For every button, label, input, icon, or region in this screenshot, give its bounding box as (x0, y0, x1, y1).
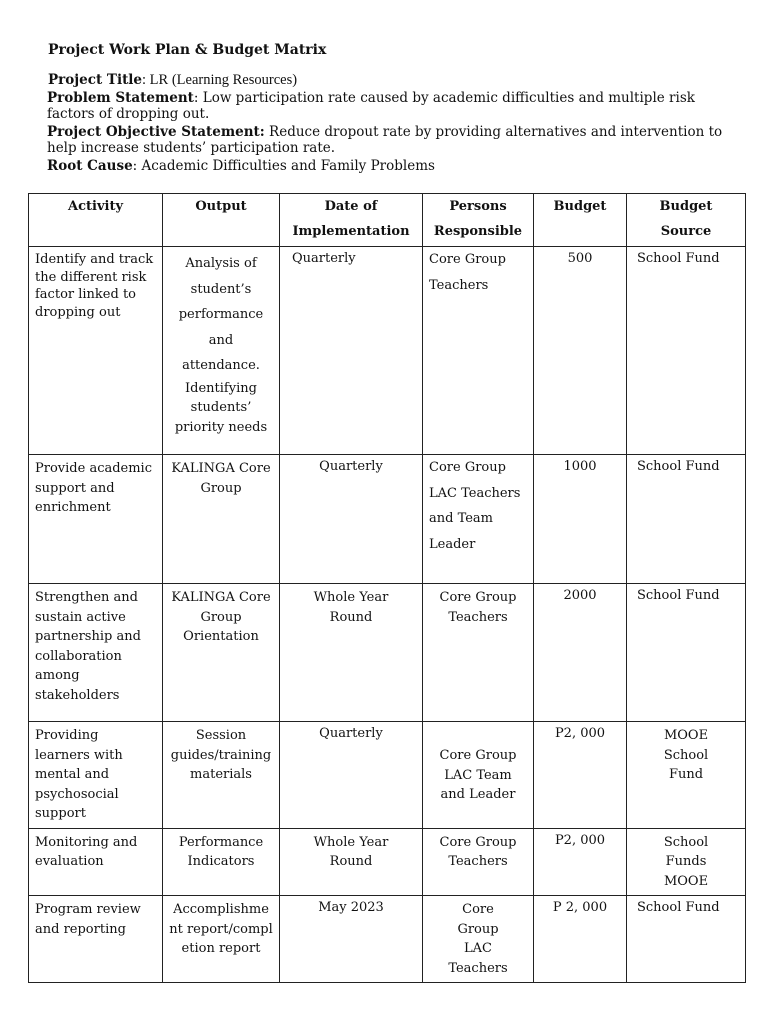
cell-activity: Monitoring and evaluation (29, 828, 163, 896)
objective-statement-label: Project Objective Statement: (47, 123, 265, 140)
table-row (29, 584, 746, 722)
problem-statement-line (47, 90, 737, 123)
objective-statement-line (47, 124, 737, 157)
header-date: Date of Implementation (280, 194, 423, 247)
cell-source: School Fund (627, 247, 746, 455)
cell-source: School Fund (627, 584, 746, 722)
project-info (47, 72, 737, 175)
cell-date: Quarterly (280, 455, 423, 584)
project-title-line (47, 72, 737, 89)
header-persons: Persons Responsible (423, 194, 534, 247)
cell-source: MOOE School Fund (627, 722, 746, 829)
problem-statement-label: Problem Statement (47, 89, 194, 106)
cell-date: Whole Year Round (280, 584, 423, 722)
cell-activity: Provide academic support and enrichment (29, 455, 163, 584)
cell-persons: Core Group LAC Team and Leader (423, 722, 534, 829)
cell-budget: 1000 (534, 455, 627, 584)
cell-output: KALINGA Core Group Orientation (163, 584, 280, 722)
cell-date: Quarterly (280, 722, 423, 829)
cell-source: School Fund (627, 455, 746, 584)
cell-output: Accomplishment report/completion report (163, 896, 280, 983)
cell-output: Performance Indicators (163, 828, 280, 896)
cell-output: Session guides/training materials (163, 722, 280, 829)
work-plan-table (28, 193, 746, 983)
cell-persons: Core Group LAC Teachers and Team Leader (423, 455, 534, 584)
cell-source: School Fund (627, 896, 746, 983)
cell-budget: P2, 000 (534, 828, 627, 896)
header-budget: Budget (534, 194, 627, 247)
cell-persons: Core Group Teachers (423, 247, 534, 455)
table-row (29, 247, 746, 455)
problem-statement-value: : Low participation rate caused by academic difficulties and multiple risk factors of dropping out. (47, 89, 695, 122)
cell-source: School Funds MOOE (627, 828, 746, 896)
cell-activity: Strengthen and sustain active partnership and collaboration among stakeholders (29, 584, 163, 722)
root-cause-label: Root Cause (47, 157, 133, 174)
header-activity: Activity (29, 194, 163, 247)
project-title-label: Project Title (48, 72, 143, 88)
cell-activity: Program review and reporting (29, 896, 163, 983)
cell-budget: P2, 000 (534, 722, 627, 829)
header-output: Output (163, 194, 280, 247)
table-row (29, 896, 746, 983)
root-cause-value: : Academic Difficulties and Family Problems (132, 157, 435, 174)
table-row (29, 722, 746, 829)
project-title-value: : LR (Learning Resources) (142, 72, 298, 88)
document-title: Project Work Plan & Budget Matrix (48, 42, 327, 58)
cell-budget: P 2, 000 (534, 896, 627, 983)
cell-activity: Providing learners with mental and psychosocial support (29, 722, 163, 829)
cell-output: KALINGA Core Group (163, 455, 280, 584)
table-row (29, 455, 746, 584)
cell-budget: 500 (534, 247, 627, 455)
table-header-row (29, 194, 746, 247)
cell-persons: Core Group Teachers (423, 828, 534, 896)
cell-date: May 2023 (280, 896, 423, 983)
cell-date: Quarterly (280, 247, 423, 455)
cell-output: Analysis of student’s performance and attendance. Identifying students’ priority needs (163, 247, 280, 455)
cell-activity: Identify and track the different risk factor linked to dropping out (29, 247, 163, 455)
cell-date: Whole Year Round (280, 828, 423, 896)
header-source: Budget Source (627, 194, 746, 247)
cell-persons: Core Group Teachers (423, 584, 534, 722)
root-cause-line (47, 158, 737, 175)
table-row (29, 828, 746, 896)
cell-persons: Core Group LAC Teachers (423, 896, 534, 983)
cell-budget: 2000 (534, 584, 627, 722)
objective-statement-value: Reduce dropout rate by providing alternatives and intervention to help increase students’ participation rate. (47, 123, 723, 156)
